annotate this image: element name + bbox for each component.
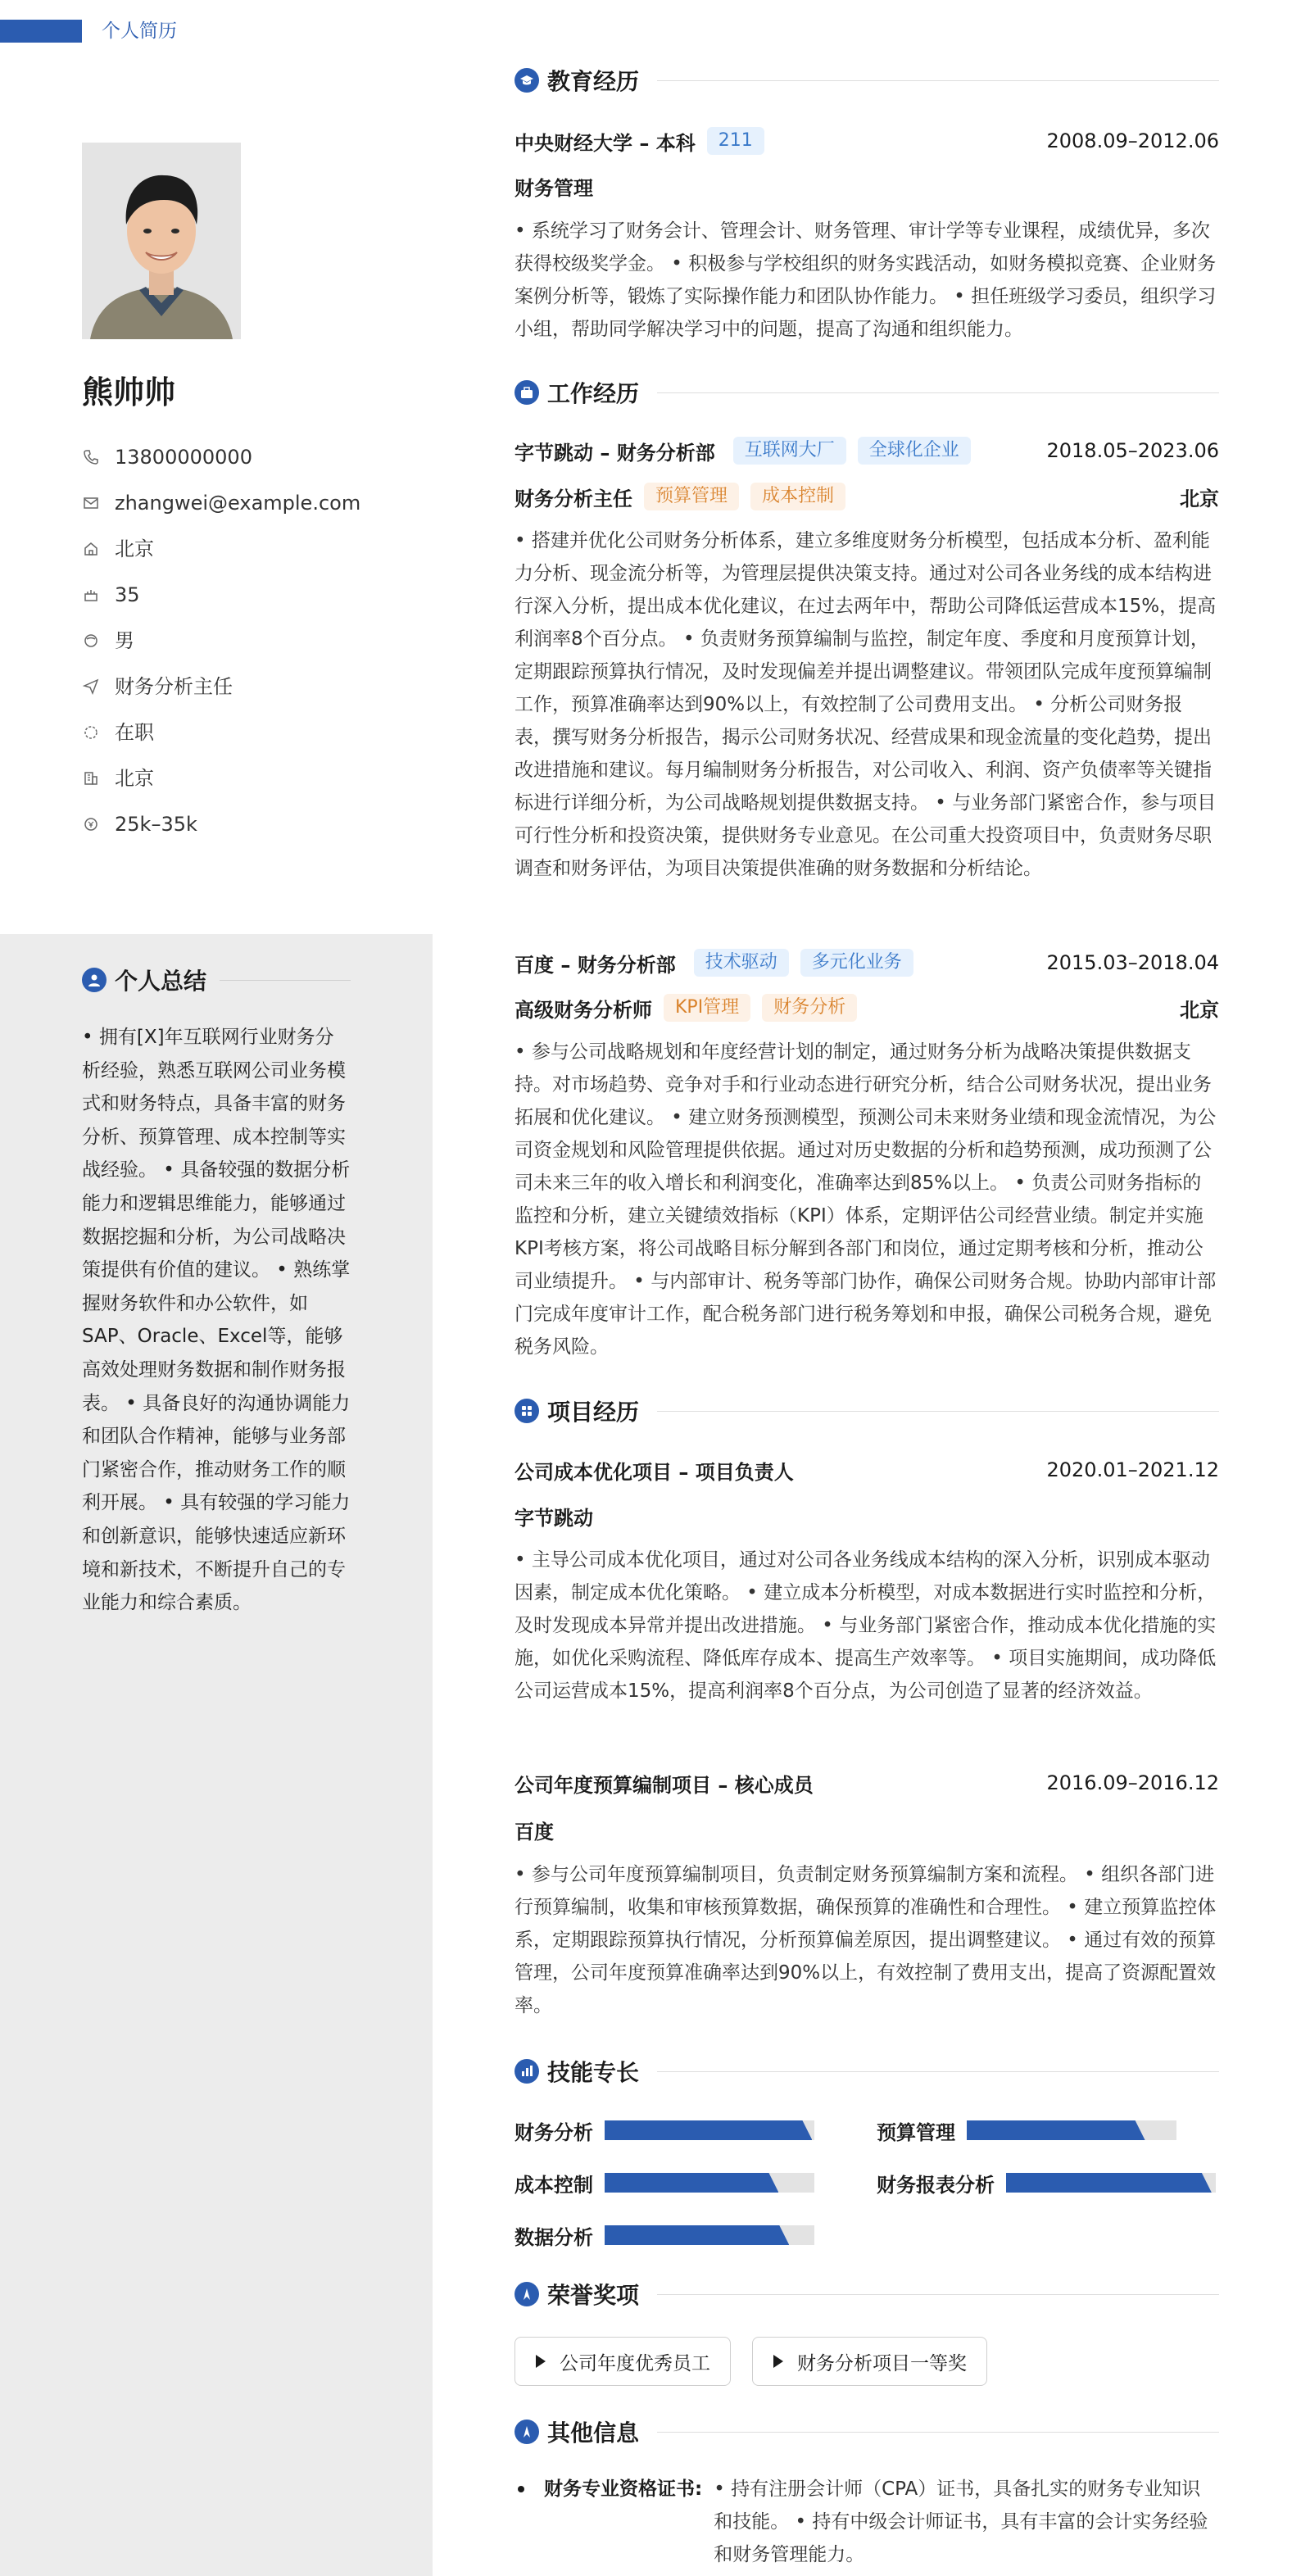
info-location (82, 526, 360, 572)
target-city-value: 北京 (115, 767, 154, 790)
info-gender (82, 618, 360, 664)
info-phone (82, 434, 360, 480)
work-entry-2-description: • 参与公司战略规划和年度经营计划的制定，通过财务分析为战略决策提供数据支持。对市场趋势、竞争对手和行业动态进行研究分析，结合公司财务状况，提出业务拓展和优化建议。 • 建立财务预测模型，预测公司未来财务业绩和现金流情况，为公司资金规划和风险管理提供依据。通过对历史数据的分析和趋势预测，成功预测了公司未来三年的收入增长和利润变化，准确率达到85%以上。 • 负责公司财务指标的监控和分析，建立关键绩效指标（KPI）体系，定期评估公司经营业绩。制定并实施KPI考核方案，将公司战略目标分解到各部门和岗位，通过定期考核和分析，推动公司业绩提升。 • 与内部审计、税务等部门协作，确保公司财务合规。协助内部审计部门完成年度审计工作，配合税务部门进行税务筹划和申报，确保公司税务合规，避免税务风险。 (515, 1041, 1217, 1358)
skill-bar-fill (605, 2120, 812, 2140)
education-description: • 系统学习了财务会计、管理会计、财务管理、审计学等专业课程，成绩优异，多次获得校级奖学金。 • 积极参与学校组织的财务实践活动，如财务模拟竞赛、企业财务案例分析等，锻炼了实际操作能力和团队协作能力。 • 担任班级学习委员，组织学习小组，帮助同学解决学习中的问题，提高了沟通和组织能力。 (515, 220, 1217, 340)
position-value: 财务分析主任 (115, 675, 233, 698)
project-date: 2020.01–2021.12 (1046, 1458, 1219, 1481)
award-text: 财务分析项目一等奖 (797, 2352, 967, 2374)
skill-item (515, 2219, 814, 2252)
work-title: 工作经历 (547, 380, 640, 407)
skill-bar-track (605, 2173, 814, 2193)
contact-info-list (82, 434, 360, 847)
work-company: 百度 – 财务分析部 (515, 953, 676, 977)
grid-icon (515, 1399, 539, 1423)
other-info-item (515, 2473, 1219, 2571)
skill-name: 成本控制 (515, 2173, 593, 2197)
brand-title: 个人简历 (102, 20, 177, 42)
work-entry-1-description: • 搭建并优化公司财务分析体系，建立多维度财务分析模型，包括成本分析、盈利能力分析、现金流分析等，为管理层提供决策支持。通过对公司各业务线的成本结构进行深入分析，提出成本优化建议，在过去两年中，帮助公司降低运营成本15%，提高利润率8个百分点。 • 负责财务预算编制与监控，制定年度、季度和月度预算计划，定期跟踪预算执行情况，及时发现偏差并提出调整建议。带领团队完成年度预算编制工作，预算准确率达到90%以上，有效控制了公司费用支出。 • 分析公司财务报表，撰写财务分析报告，揭示公司财务状况、经营成果和现金流量的变化趋势，提出改进措施和建议。每月编制财务分析报告，对公司收入、利润、资产负债率等关键指标进行详细分析，为公司战略规划提供数据支持。 • 与业务部门紧密合作，参与项目可行性分析和投资决策，提供财务专业意见。在公司重大投资项目中，负责财务尽职调查和财务评估，为项目决策提供准确的财务数据和分析结论。 (515, 530, 1217, 879)
skill-name: 预算管理 (877, 2120, 955, 2144)
education-major-row (515, 170, 1219, 202)
candidate-name: 熊帅帅 (82, 374, 176, 410)
summary-title: 个人总结 (115, 968, 207, 995)
company-tag: 多元化业务 (800, 949, 913, 977)
skill-item (877, 2114, 1176, 2147)
education-divider (657, 80, 1219, 81)
company-tag: 技术驱动 (694, 949, 789, 977)
award-icon (515, 2282, 539, 2306)
phone-value: 13800000000 (115, 446, 252, 469)
bullet-icon (518, 2486, 524, 2492)
info-icon (515, 2420, 539, 2444)
info-age (82, 572, 360, 618)
role-tag: 成本控制 (750, 483, 845, 510)
skill-bar-track (967, 2120, 1176, 2140)
work-city: 北京 (1180, 487, 1219, 510)
portrait-illustration (82, 143, 241, 339)
skill-bar-track (605, 2225, 814, 2245)
skill-bar-track (1006, 2173, 1216, 2193)
project-org: 百度 (515, 1820, 554, 1844)
work-city: 北京 (1180, 998, 1219, 1022)
home-icon (82, 540, 100, 558)
skill-bar-fill (1006, 2173, 1212, 2193)
projects-title: 项目经历 (547, 1399, 640, 1426)
salary-value: 25k–35k (115, 813, 197, 836)
major-name: 财务管理 (515, 176, 593, 200)
phone-icon (82, 448, 100, 466)
skill-item (515, 2166, 814, 2199)
skill-bar-fill (967, 2120, 1145, 2140)
certificate-label: 财务专业资格证书: (544, 2478, 703, 2500)
summary-text: • 拥有[X]年互联网行业财务分析经验，熟悉互联网公司业务模式和财务特点，具备丰富的财务分析、预算管理、成本控制等实战经验。 • 具备较强的数据分析能力和逻辑思维能力，能够通过数据挖掘和分析，为公司战略决策提供有价值的建议。 • 熟练掌握财务软件和办公软件，如SAP、Oracle、Excel等，能够高效处理财务数据和制作财务报表。 • 具备良好的沟通协调能力和团队合作精神，能够与业务部门紧密合作，推动财务工作的顺利开展。 • 具有较强的学习能力和创新意识，能够快速适应新环境和新技术，不断提升自己的专业能力和综合素质。 (82, 1027, 351, 1614)
company-tag: 全球化企业 (858, 437, 971, 465)
skill-bar-fill (605, 2173, 778, 2193)
project-1-org-row (515, 1499, 1219, 1532)
project-org: 字节跳动 (515, 1506, 593, 1530)
skill-item (515, 2114, 814, 2147)
work-role: 财务分析主任 (515, 487, 632, 510)
project-date: 2016.09–2016.12 (1046, 1771, 1219, 1794)
chart-icon (515, 2059, 539, 2084)
brand-accent-bar (0, 20, 82, 43)
certificate-text: • 持有注册会计师（CPA）证书，具备扎实的财务专业知识和技能。 • 持有中级会计师证书，具有丰富的会计实务经验和财务管理能力。 (714, 2478, 1208, 2565)
project-name: 公司年度预算编制项目 – 核心成员 (515, 1773, 814, 1797)
work-role: 高级财务分析师 (515, 998, 652, 1022)
work-divider (657, 392, 1219, 393)
graduation-cap-icon (515, 68, 539, 93)
sidebar (0, 0, 433, 2576)
project-2-header (515, 1766, 1219, 1799)
project-1-description: • 主导公司成本优化项目，通过对公司各业务线成本结构的深入分析，识别成本驱动因素，制定成本优化策略。 • 建立成本分析模型，对成本数据进行实时监控和分析，及时发现成本异常并提出改进措施。 • 与业务部门紧密合作，推动成本优化措施的实施，如优化采购流程、降低库存成本、提高生产效率等。 • 项目实施期间，成功降低公司运营成本15%，提高利润率8个百分点，为公司创造了显著的经济效益。 (515, 1549, 1217, 1702)
projects-section-header (515, 1393, 1219, 1429)
school-name: 中央财经大学 – 本科 (515, 131, 696, 155)
other-title: 其他信息 (547, 2420, 640, 2447)
info-target-city (82, 755, 360, 801)
education-date: 2008.09–2012.06 (1046, 129, 1219, 152)
work-date: 2018.05–2023.06 (1046, 439, 1219, 462)
summary-section-header (82, 962, 351, 998)
project-name: 公司成本优化项目 – 项目负责人 (515, 1460, 794, 1484)
award-chip (515, 2337, 731, 2386)
education-title: 教育经历 (547, 68, 640, 95)
award-chip (752, 2337, 987, 2386)
skill-name: 数据分析 (515, 2225, 593, 2249)
info-email (82, 480, 360, 526)
send-icon (82, 678, 100, 696)
skills-section-header (515, 2053, 1219, 2089)
awards-title: 荣誉奖项 (547, 2282, 640, 2309)
work-section-header (515, 374, 1219, 410)
role-tag: 财务分析 (762, 994, 857, 1022)
coin-icon (82, 815, 100, 833)
school-tag: 211 (707, 127, 764, 155)
status-value: 在职 (115, 721, 154, 744)
skills-title: 技能专长 (547, 2059, 640, 2086)
work-entry-1-header (515, 434, 1219, 467)
project-1-header (515, 1454, 1219, 1486)
email-value: zhangwei@example.com (115, 492, 361, 515)
mail-icon (82, 494, 100, 512)
role-tag: KPI管理 (664, 994, 750, 1022)
work-company: 字节跳动 – 财务分析部 (515, 441, 715, 465)
project-2-org-row (515, 1813, 1219, 1846)
play-triangle-icon (773, 2354, 784, 2369)
location-value: 北京 (115, 537, 154, 560)
summary-divider (220, 980, 351, 981)
status-icon (82, 723, 100, 742)
work-entry-1-role (515, 480, 1219, 513)
education-section-header (515, 62, 1219, 98)
education-entry-header (515, 125, 1219, 157)
user-icon (82, 968, 107, 992)
awards-divider (657, 2294, 1219, 2295)
age-value: 35 (115, 583, 140, 606)
skill-name: 财务分析 (515, 2120, 593, 2144)
work-entry-2-role (515, 991, 1219, 1024)
skill-name: 财务报表分析 (877, 2173, 995, 2197)
gender-icon (82, 632, 100, 650)
awards-section-header (515, 2276, 1219, 2312)
cake-icon (82, 586, 100, 604)
play-triangle-icon (535, 2354, 546, 2369)
skill-item (877, 2166, 1216, 2199)
other-section-header (515, 2414, 1219, 2450)
company-tag: 互联网大厂 (733, 437, 846, 465)
work-date: 2015.03–2018.04 (1046, 951, 1219, 974)
projects-divider (657, 1411, 1219, 1412)
project-2-description: • 参与公司年度预算编制项目，负责制定财务预算编制方案和流程。 • 组织各部门进行预算编制，收集和审核预算数据，确保预算的准确性和合理性。 • 建立预算监控体系，定期跟踪预算执行情况，分析预算偏差原因，提出调整建议。 • 通过有效的预算管理，公司年度预算准确率达到90%以上，有效控制了费用支出，提高了资源配置效率。 (515, 1864, 1217, 2016)
info-salary (82, 801, 360, 847)
briefcase-icon (515, 380, 539, 405)
info-position (82, 664, 360, 710)
skill-bar-track (605, 2120, 814, 2140)
building-icon (82, 769, 100, 787)
other-divider (657, 2432, 1219, 2433)
skills-divider (657, 2071, 1219, 2072)
gender-value: 男 (115, 629, 134, 652)
info-status (82, 710, 360, 755)
award-text: 公司年度优秀员工 (560, 2352, 710, 2374)
skill-bar-fill (605, 2225, 789, 2245)
role-tag: 预算管理 (644, 483, 739, 510)
profile-photo (82, 143, 241, 339)
work-entry-2-header (515, 946, 1219, 979)
